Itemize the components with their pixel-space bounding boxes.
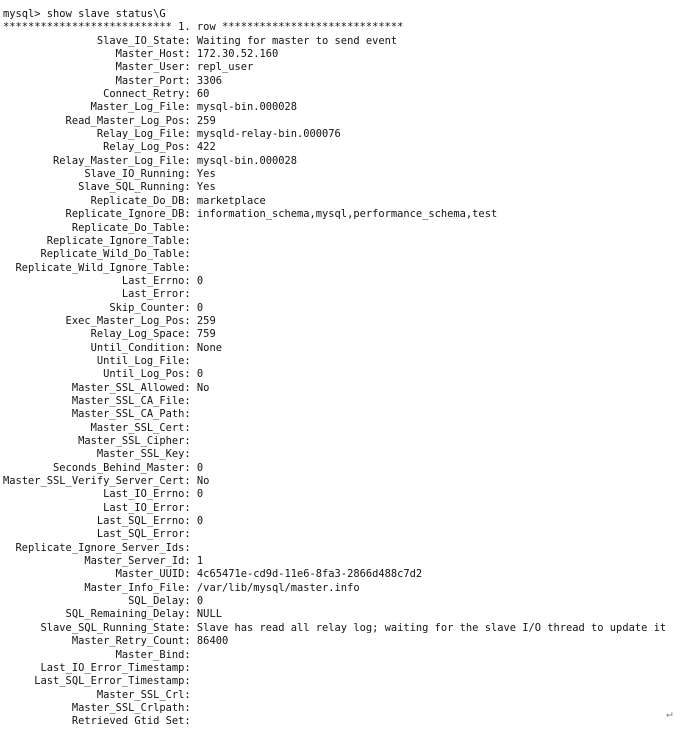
field-line — [3, 448, 687, 461]
field-name: Slave_IO_Running: — [3, 168, 191, 181]
field-name: Master_SSL_CA_File: — [3, 394, 191, 407]
field-line — [3, 595, 687, 608]
field-line — [3, 395, 687, 408]
field-line — [3, 649, 687, 662]
field-value: Slave has read all relay log; waiting for the slave I/O thread to update it — [190, 621, 667, 634]
field-line — [3, 75, 687, 88]
field-value: marketplace — [190, 194, 266, 207]
field-name: Master_SSL_Crl: — [3, 688, 191, 701]
field-line — [3, 315, 687, 328]
field-line — [3, 328, 687, 341]
field-name: Connect_Retry: — [3, 88, 191, 101]
field-name: Master_Server_Id: — [3, 555, 191, 568]
field-line — [3, 568, 687, 581]
field-value: NULL — [190, 608, 222, 621]
field-value: 0 — [190, 461, 204, 474]
field-name: Relay_Log_Pos: — [3, 141, 191, 154]
field-line — [3, 435, 687, 448]
field-name: Master_SSL_CA_Path: — [3, 408, 191, 421]
field-value: 759 — [190, 328, 216, 341]
field-value: 422 — [190, 141, 216, 154]
field-line — [3, 528, 687, 541]
field-value: information_schema,mysql,performance_schema,test — [190, 208, 498, 221]
field-line — [3, 168, 687, 181]
field-name: Last_SQL_Errno: — [3, 515, 191, 528]
field-line — [3, 422, 687, 435]
row-separator: *************************** 1. row ***************************** — [3, 21, 404, 34]
field-name: Exec_Master_Log_Pos: — [3, 314, 191, 327]
field-name: Last_SQL_Error_Timestamp: — [3, 675, 191, 688]
field-value: No — [190, 475, 210, 488]
field-line — [3, 181, 687, 194]
field-value: mysql-bin.000028 — [190, 101, 298, 114]
line-break-mark: ↵ — [666, 707, 673, 720]
field-line — [3, 515, 687, 528]
field-name: Slave_IO_State: — [3, 34, 191, 47]
field-line — [3, 622, 687, 635]
field-line — [3, 302, 687, 315]
field-line — [3, 35, 687, 48]
field-name: Master_Port: — [3, 74, 191, 87]
field-value: 60 — [190, 88, 210, 101]
field-name: Last_IO_Error_Timestamp: — [3, 661, 191, 674]
field-name: Master_SSL_Cipher: — [3, 435, 191, 447]
field-value: mysql-bin.000028 — [190, 154, 298, 167]
field-name: Seconds_Behind_Master: — [3, 461, 191, 474]
field-line — [3, 275, 687, 288]
field-name: Master_Info_File: — [3, 581, 191, 594]
field-name: Last_IO_Error: — [3, 501, 191, 514]
field-value: 259 — [190, 314, 216, 327]
field-value: 0 — [190, 301, 204, 314]
field-name: Master_SSL_Crlpath: — [3, 701, 191, 714]
field-line — [3, 475, 687, 488]
field-name: Replicate_Ignore_Table: — [3, 234, 191, 247]
field-name: Replicate_Do_Table: — [3, 221, 191, 234]
field-line — [3, 222, 687, 235]
field-name: Master_Host: — [3, 48, 191, 61]
field-name: Last_Error: — [3, 288, 191, 301]
field-value: 0 — [190, 274, 204, 287]
field-line — [3, 48, 687, 61]
field-name: Master_User: — [3, 61, 191, 74]
field-value: 0 — [190, 368, 204, 381]
field-name: Replicate_Wild_Ignore_Table: — [3, 261, 191, 274]
field-line — [3, 262, 687, 275]
field-line — [3, 342, 687, 355]
field-line — [3, 608, 687, 621]
command-prompt-line — [3, 8, 687, 21]
field-line — [3, 88, 687, 101]
field-line — [3, 155, 687, 168]
field-name: Skip_Counter: — [3, 301, 191, 314]
field-line — [3, 689, 687, 702]
field-value: 86400 — [190, 635, 229, 648]
field-value: 4c65471e-cd9d-11e6-8fa3-2866d488c7d2 — [190, 568, 423, 581]
field-value: /var/lib/mysql/master.info — [190, 581, 360, 594]
field-name: Until_Condition: — [3, 341, 191, 354]
field-value: 172.30.52.160 — [190, 48, 279, 61]
field-name: Relay_Log_Space: — [3, 328, 191, 341]
field-line — [3, 235, 687, 248]
field-value: 1 — [190, 555, 204, 568]
field-name: Last_IO_Errno: — [3, 488, 191, 501]
field-value: 259 — [190, 114, 216, 127]
field-name: Master_Log_File: — [3, 101, 191, 114]
field-value: 0 — [190, 515, 204, 528]
field-line — [3, 662, 687, 675]
field-line — [3, 488, 687, 501]
field-name: Relay_Master_Log_File: — [3, 154, 191, 167]
field-line — [3, 675, 687, 688]
field-name: Master_Retry_Count: — [3, 635, 191, 648]
field-value: mysqld-relay-bin.000076 — [190, 128, 341, 141]
field-name: Last_SQL_Error: — [3, 528, 191, 541]
field-line — [3, 355, 687, 368]
field-line — [3, 555, 687, 568]
field-value: 0 — [190, 488, 204, 501]
field-line — [3, 101, 687, 114]
field-name: Slave_SQL_Running_State: — [3, 621, 191, 634]
field-line — [3, 462, 687, 475]
field-line — [3, 502, 687, 515]
field-line — [3, 582, 687, 595]
field-line — [3, 141, 687, 154]
field-line — [3, 635, 687, 648]
field-line — [3, 128, 687, 141]
field-name: Until_Log_File: — [3, 354, 191, 367]
field-name: Until_Log_Pos: — [3, 368, 191, 381]
field-line — [3, 702, 687, 715]
field-name: Master_UUID: — [3, 568, 191, 581]
field-value: Yes — [190, 168, 216, 181]
field-value: Yes — [190, 181, 216, 194]
field-value: No — [190, 381, 210, 394]
field-name: Last_Errno: — [3, 274, 191, 287]
field-line — [3, 195, 687, 208]
field-name: Replicate_Do_DB: — [3, 194, 191, 207]
field-line — [3, 382, 687, 395]
field-line — [3, 368, 687, 381]
field-name: Relay_Log_File: — [3, 128, 191, 141]
field-line — [3, 208, 687, 221]
field-name: Retrieved Gtid Set: — [3, 715, 191, 728]
field-line — [3, 248, 687, 261]
field-value: Waiting for master to send event — [190, 34, 398, 47]
field-name: SQL_Remaining_Delay: — [3, 608, 191, 621]
field-name: Master_Bind: — [3, 648, 191, 661]
field-line — [3, 115, 687, 128]
field-value: repl_user — [190, 61, 254, 74]
field-name: Master_SSL_Cert: — [3, 421, 191, 434]
field-line — [3, 715, 687, 728]
field-value: 3306 — [190, 74, 222, 87]
field-name: Replicate_Wild_Do_Table: — [3, 248, 191, 261]
field-line — [3, 408, 687, 421]
typed-command: show slave status\G — [46, 8, 166, 20]
field-name: Master_SSL_Key: — [3, 448, 191, 461]
field-line — [3, 288, 687, 301]
field-name: Replicate_Ignore_DB: — [3, 208, 191, 221]
field-name: Master_SSL_Allowed: — [3, 381, 191, 394]
slave-status-fields — [3, 35, 687, 729]
field-value: None — [190, 341, 222, 354]
field-name: Master_SSL_Verify_Server_Cert: — [3, 475, 191, 488]
shell-prompt: mysql> — [3, 8, 47, 20]
field-name: Slave_SQL_Running: — [3, 181, 191, 194]
field-name: SQL_Delay: — [3, 595, 191, 608]
field-name: Replicate_Ignore_Server_Ids: — [3, 541, 191, 554]
field-name: Read_Master_Log_Pos: — [3, 114, 191, 127]
field-line — [3, 542, 687, 555]
field-value: 0 — [190, 595, 204, 608]
field-line — [3, 61, 687, 74]
